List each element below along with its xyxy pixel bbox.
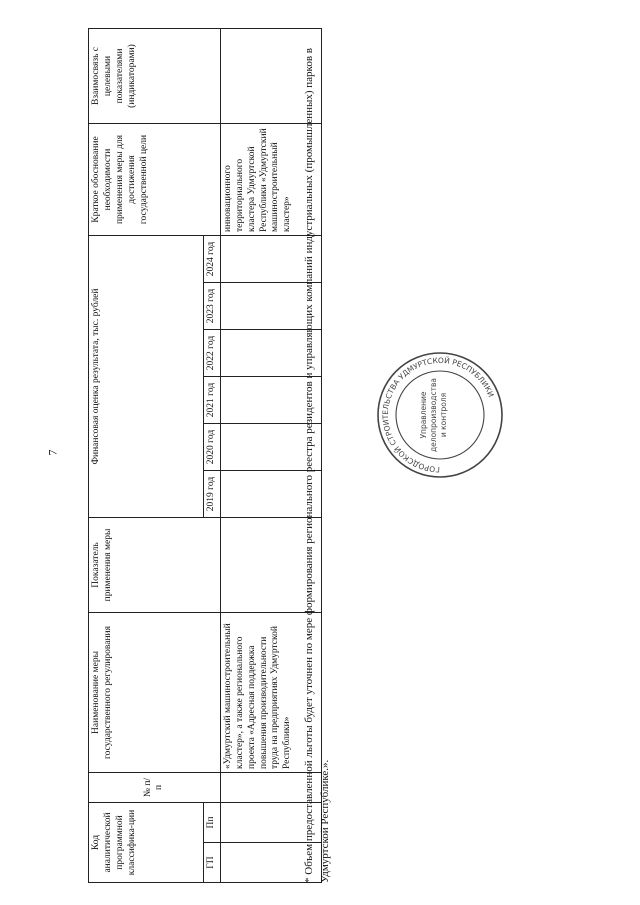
number-header: № п/п — [89, 773, 221, 803]
footnote: * Объем предоставленной льготы будет уточнен по мере формирования регионального реестра резидентов и управляющих компаний индустриальных (промышленных) парков в Удмуртской Республике.». — [303, 48, 331, 883]
name-header: Наименование меры государственного регулирования — [89, 613, 221, 773]
year-header: 2021 год — [204, 377, 221, 424]
pp-header: Пп — [204, 803, 221, 843]
stamp-inner — [419, 378, 463, 452]
table-header-row — [89, 29, 204, 883]
name-cell: «Удмуртский машиностроительный кластер», а также регионального проекта «Адресная поддержка повышения производительности труда на предприятиях Удмуртской Республики» — [220, 613, 321, 773]
official-stamp — [375, 350, 505, 480]
year-header: 2023 год — [204, 283, 221, 330]
indicator-header: Показатель применения меры — [89, 518, 221, 613]
gp-header: ГП — [204, 843, 221, 883]
stamp-inner-text: Управление делопроизводства и контроля — [419, 378, 448, 452]
page-number: 7 — [45, 449, 60, 456]
year-header: 2019 год — [204, 471, 221, 518]
justification-header: Краткое обоснование необходимости применения меры для достижения государственной цели — [89, 124, 221, 236]
code-header: Код аналитической программной классифика-ции — [89, 803, 204, 883]
link-header: Взаимосвязь с целевыми показателями (индикаторами) — [89, 29, 221, 124]
year-header: 2020 год — [204, 424, 221, 471]
year-header: 2024 год — [204, 236, 221, 283]
justification-cell: инновационного территориального кластера Удмуртской Республики «Удмуртский машиностроительный кластер» — [220, 124, 321, 236]
year-header: 2022 год — [204, 330, 221, 377]
stamp-outer-text: ГОРОДСКОЙ СТРОИТЕЛЬСТВА УДМУРТСКОЙ РЕСПУБЛИКИ — [380, 355, 496, 475]
regulation-table — [88, 28, 322, 883]
finance-header: Финансовая оценка результата, тыс. рублей — [89, 236, 204, 518]
